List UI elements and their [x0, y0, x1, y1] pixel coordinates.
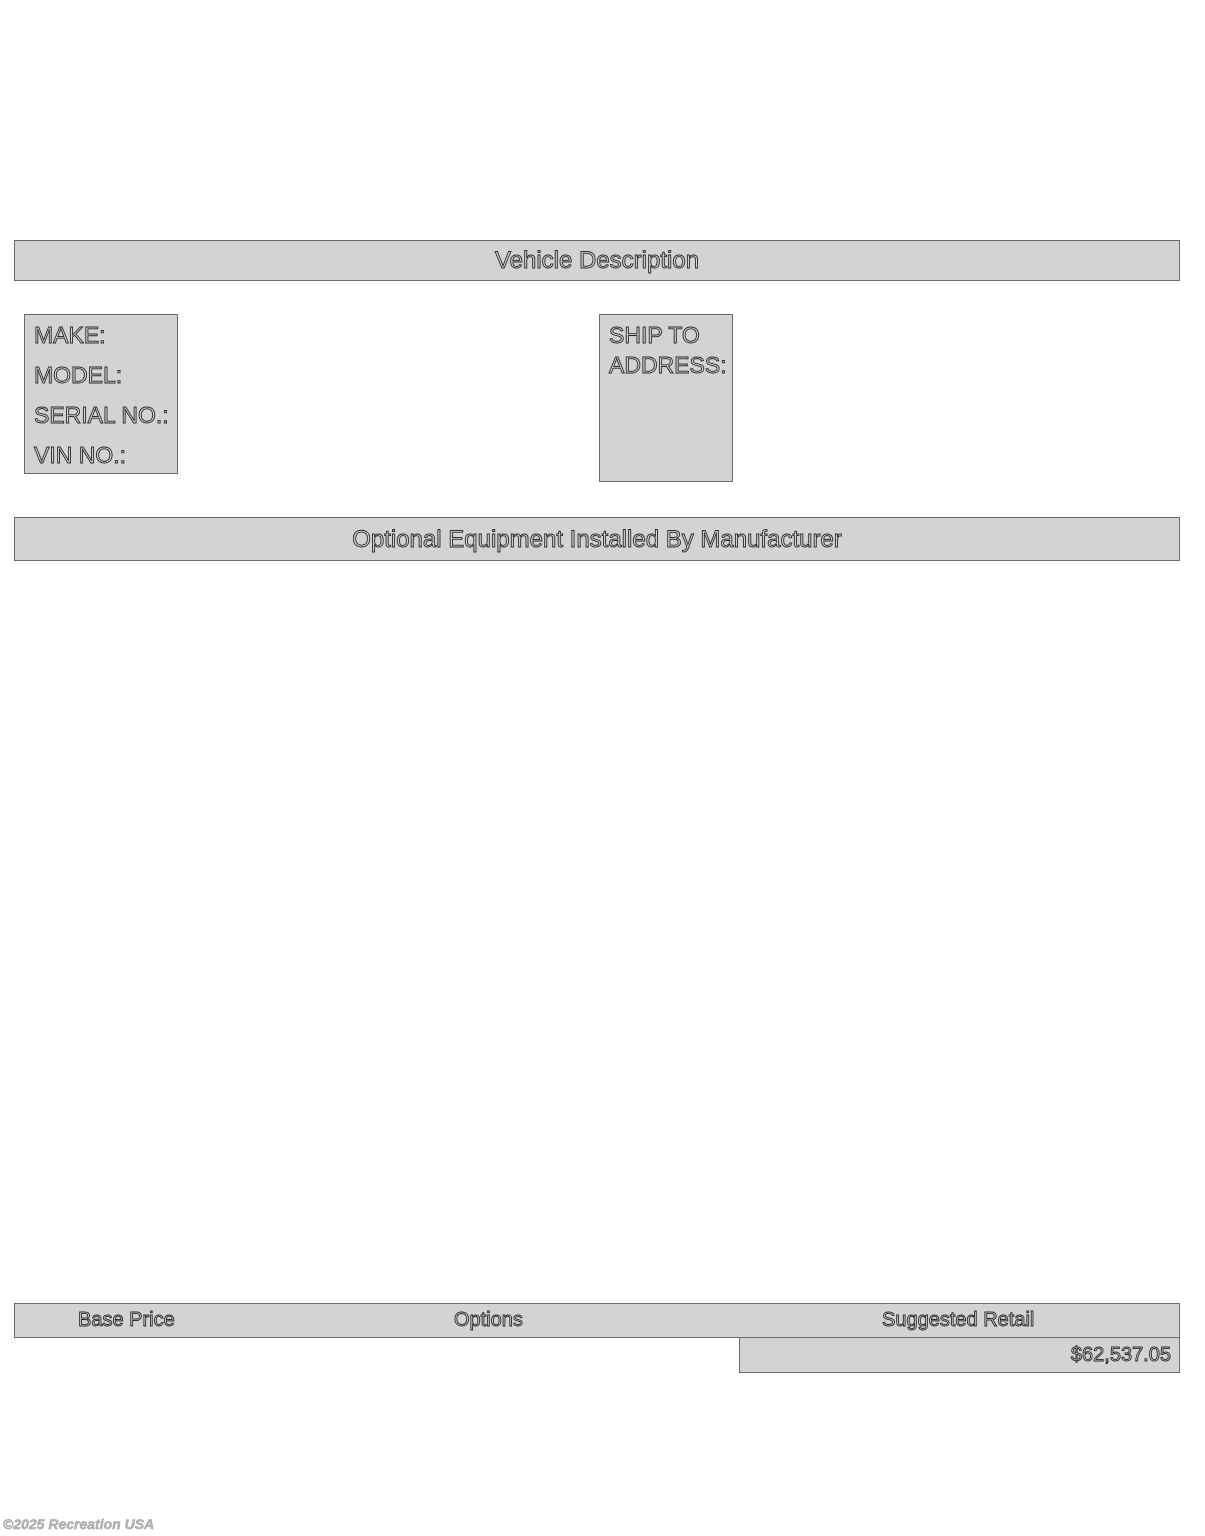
price-summary-header	[14, 1303, 1180, 1338]
suggested-retail-label: Suggested Retail	[882, 1309, 1035, 1331]
model-label: MODEL:	[34, 362, 123, 388]
make-label: MAKE:	[34, 322, 106, 348]
base-price-label: Base Price	[78, 1309, 175, 1331]
vehicle-info-labels	[24, 314, 178, 474]
ship-to-address-label	[599, 314, 733, 482]
optional-equipment-header: Optional Equipment Installed By Manufacturer	[14, 517, 1180, 561]
options-label: Options	[454, 1309, 523, 1331]
copyright-notice: ©2025 Recreation USA	[3, 1516, 155, 1532]
ship-to-line2: ADDRESS:	[609, 352, 727, 378]
vin-label: VIN NO.:	[34, 442, 127, 468]
ship-to-line1: SHIP TO	[609, 322, 700, 348]
serial-label: SERIAL NO.:	[34, 402, 169, 428]
suggested-retail-value: $62,537.05	[739, 1337, 1180, 1373]
vehicle-description-header: Vehicle Description	[14, 240, 1180, 281]
